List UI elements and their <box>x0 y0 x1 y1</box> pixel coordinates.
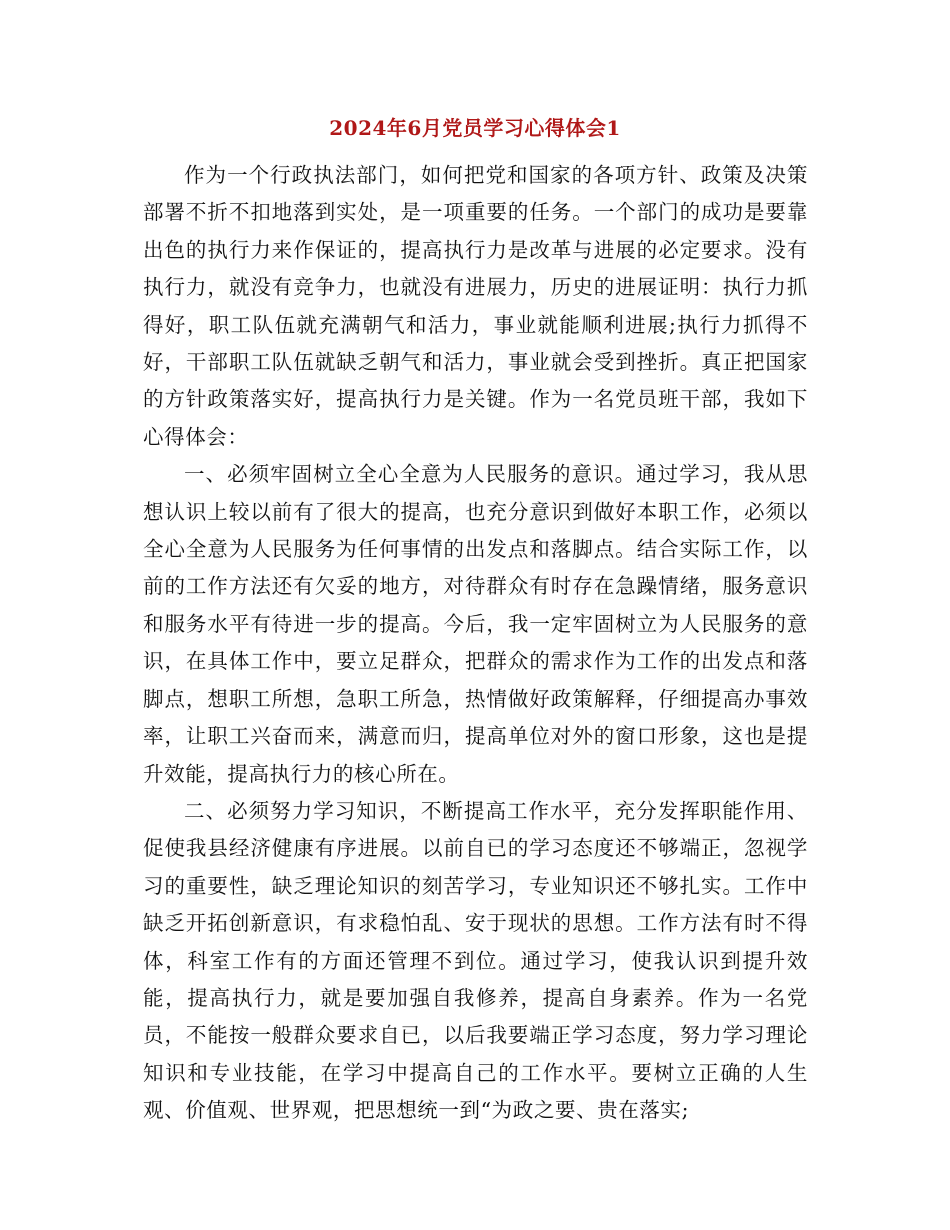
document-title: 2024年6月党员学习心得体会1 <box>329 116 621 140</box>
document-body <box>143 157 808 1130</box>
paragraph-point-two: 二、必须努力学习知识，不断提高工作水平，充分发挥职能作用、促使我县经济健康有序进展。以前自已的学习态度还不够端正，忽视学习的重要性，缺乏理论知识的刻苦学习，专业知识还不够扎实。工作中缺乏开拓创新意识，有求稳怕乱、安于现状的思想。工作方法有时不得体，科室工作有的方面还管理不到位。通过学习，使我认识到提升效能，提高执行力，就是要加强自我修养，提高自身素养。作为一名党员，不能按一般群众要求自已，以后我要端正学习态度，努力学习理论知识和专业技能，在学习中提高自己的工作水平。要树立正确的人生观、价值观、世界观，把思想统一到“为政之要、贵在落实; <box>143 798 808 1123</box>
paragraph-point-one: 一、必须牢固树立全心全意为人民服务的意识。通过学习，我从思想认识上较以前有了很大的提高，也充分意识到做好本职工作，必须以全心全意为人民服务为任何事情的出发点和落脚点。结合实际工作，以前的工作方法还有欠妥的地方，对待群众有时存在急躁情绪，服务意识和服务水平有待进一步的提高。今后，我一定牢固树立为人民服务的意识，在具体工作中，要立足群众，把群众的需求作为工作的出发点和落脚点，想职工所想，急职工所急，热情做好政策解释，仔细提高办事效率，让职工兴奋而来，满意而归，提高单位对外的窗口形象，这也是提升效能，提高执行力的核心所在。 <box>143 462 808 786</box>
paragraph-intro: 作为一个行政执法部门，如何把党和国家的各项方针、政策及决策部署不折不扣地落到实处，是一项重要的任务。一个部门的成功是要靠出色的执行力来作保证的，提高执行力是改革与进展的必定要求。没有执行力，就没有竞争力，也就没有进展力，历史的进展证明：执行力抓得好，职工队伍就充满朝气和活力，事业就能顺利进展;执行力抓得不好，干部职工队伍就缺乏朝气和活力，事业就会受到挫折。真正把国家的方针政策落实好，提高执行力是关键。作为一名党员班干部，我如下心得体会： <box>143 163 808 449</box>
